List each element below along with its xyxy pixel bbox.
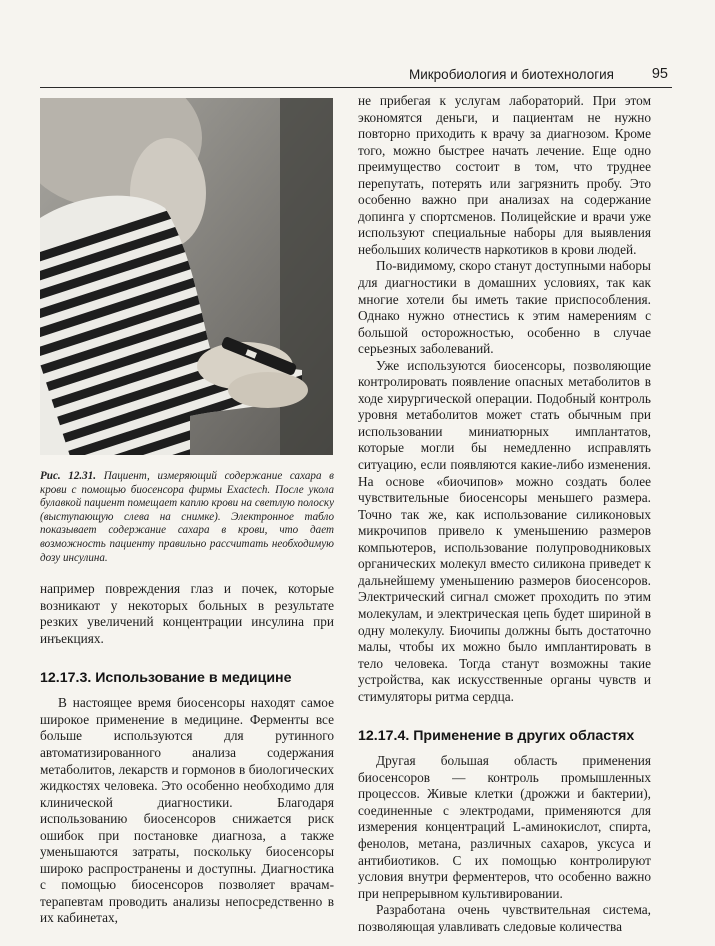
right-paragraph-4: Другая большая область применения биосенсоров — контроль промышленных процессов. Живые клетки (дрожжи и бактерии), соединенные с электродами, применяются для измерения концентраций L-аминокислот, спирта, фенолов, метана, различных сахаров, уксуса и антибиотиков. С их помощью контролируют условия внутри ферментеров, что особенно важно при непрерывном культивировании. — [358, 753, 651, 901]
right-paragraph-2: По-видимому, скоро станут доступными наборы для диагностики в домашних условиях, так как многие хотели бы иметь такие приспособления. Однако нужно отнестись к этим намерениям с большой осторожностью, особенно в случае серьезных заболеваний. — [358, 258, 651, 357]
right-column — [358, 93, 651, 935]
section-heading-medicine: 12.17.3. Использование в медицине — [40, 670, 292, 687]
section-heading-other-areas: 12.17.4. Применение в других областях — [358, 728, 635, 745]
right-paragraph-3: Уже используются биосенсоры, позволяющие контролировать появление опасных метаболитов в ходе хирургической операции. Подобный контроль уровня метаболитов может стать обычным при использовании миниатюрных имплантатов, которые могли бы немедленно исправлять ситуацию, если появляются какие-либо изменения. На основе «биочипов» можно создать более чувствительные биосенсоры меньшего размера. Точно так же, как использование силиконовых микрочипов привело к уменьшению размеров компьютеров, использование полупроводниковых органических молекул вместо силикона приведет к дальнейшему уменьшению размеров биосенсоров. Электрический сигнал сможет проходить по этим молекулам, и электрическая цепь будет шириной в одну молекулу. Биочипы должны быть достаточно малы, чтобы их можно было имплантировать в тело человека. Тогда станут возможны такие устройства, как искусственные органы чувств и стимуляторы ритма сердца. — [358, 357, 651, 704]
figure-caption — [40, 470, 334, 565]
right-paragraph-5: Разработана очень чувствительная система, позволяющая улавливать следовые количества — [358, 902, 651, 934]
figure-photo — [40, 98, 333, 455]
page-number: 95 — [651, 66, 668, 82]
patient-photo-image — [40, 98, 333, 455]
running-header-title: Микробиология и биотехнология — [408, 67, 614, 82]
medicine-paragraph: В настоящее время биосенсоры находят самое широкое применение в медицине. Ферменты все больше используются для рутинного автоматизированного анализа содержания метаболитов, лекарств и гормонов в биологических жидкостях человека. Это особенно необходимо для клинической диагностики. Благодаря использованию биосенсоров снижается риск ошибок при постановке диагноза, а также уменьшаются затраты, поскольку биосенсоры широко распространены и доступны. Диагностика с помощью биосенсоров позволяет врачам-терапевтам проводить анализы непосредственно в их кабинетах, — [40, 695, 334, 926]
right-paragraph-1: не прибегая к услугам лабораторий. При этом экономятся деньги, и пациентам не нужно повторно приходить к врачу за диагнозом. Кроме того, можно быстрее начать лечение. Еще одно преимущество состоит в том, что труднее перепутать, потерять или загрязнить пробу. Это особенно важно при анализах на содержание допинга у спортсменов. Полицейские и врачи уже используют специальные наборы для выявления небольших количеств наркотиков в крови людей. — [358, 93, 651, 257]
figure-caption-text: Пациент, измеряющий содержание сахара в крови с помощью биосенсора фирмы Exactech. После укола булавкой пациент помещает каплю крови на светлую полоску (выступающую слева на снимке). Электронное табло показывает содержание сахара в крови, что дает возможность пациенту правильно рассчитать необходимую дозу инсулина. — [40, 470, 334, 564]
figure-label: Рис. 12.31. — [40, 470, 97, 482]
running-header — [40, 64, 672, 86]
left-continuation-paragraph: например повреждения глаз и почек, которые возникают у некоторых больных в результате резких увеличений концентрации инсулина при инъекциях. — [40, 581, 334, 646]
left-column — [40, 98, 334, 927]
header-rule — [40, 87, 672, 88]
